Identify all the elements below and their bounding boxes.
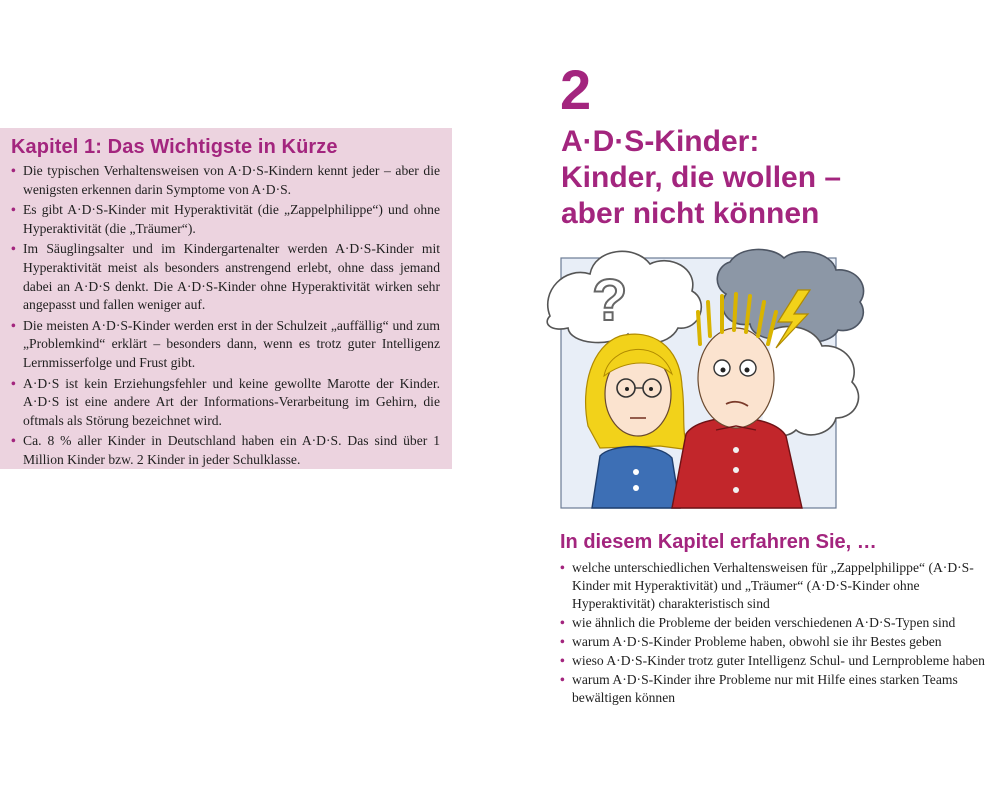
children-illustration xyxy=(540,236,870,512)
learn-item xyxy=(560,633,998,651)
bullet-icon: • xyxy=(11,241,16,257)
learn-item-text: wieso A·D·S-Kinder trotz guter Intelligenz Schul- und Lernprobleme haben xyxy=(572,653,985,668)
learn-item xyxy=(560,671,998,707)
summary-item-text: A·D·S ist kein Erziehungsfehler und keine gewollte Marotte der Kinder. A·D·S ist eine andere Art der Informations-Verarbeitung im Gehirn, die oftmals als Störung bezeichnet wird. xyxy=(23,375,440,428)
chapter-title-line: Kinder, die wollen – xyxy=(561,161,842,194)
summary-item-text: Im Säuglingsalter und im Kindergartenalter werden A·D·S-Kinder mit Hyperaktivität meist als besonders anstrengend erlebt, ohne dass jemand dabei an A·D·S denkt. Die A·D·S-Kinder ohne Hyperaktivität wirken sehr angepasst und fallen weniger auf. xyxy=(23,241,440,313)
bullet-icon: • xyxy=(560,615,565,630)
bullet-icon: • xyxy=(560,560,565,575)
summary-item xyxy=(11,240,440,314)
bullet-icon: • xyxy=(560,672,565,687)
girl-figure xyxy=(586,334,690,508)
chapter-1-summary-box xyxy=(0,128,452,469)
bullet-icon: • xyxy=(11,375,16,391)
summary-item xyxy=(11,432,440,469)
bullet-icon: • xyxy=(11,202,16,218)
bullet-icon: • xyxy=(11,433,16,449)
summary-item xyxy=(11,162,440,199)
learn-item-text: welche unterschiedlichen Verhaltensweisen für „Zappelphilippe“ (A·D·S-Kinder mit Hyperaktivität) und „Träumer“ (A·D·S-Kinder ohne Hyperaktivität) charakteristisch sind xyxy=(572,560,974,611)
summary-item xyxy=(11,317,440,373)
learn-heading: In diesem Kapitel erfahren Sie, … xyxy=(560,531,877,553)
speech-cloud-icon xyxy=(762,327,859,436)
learn-item-text: warum A·D·S-Kinder ihre Probleme nur mit Hilfe eines starken Teams bewältigen können xyxy=(572,672,958,705)
chapter-title-line: aber nicht können xyxy=(561,197,820,230)
summary-item-text: Die meisten A·D·S-Kinder werden erst in der Schulzeit „auffällig“ und zum „Problemkind“ erklärt – besonders dann, wenn es trotz guter Intelligenz Lernmisserfolge und Frust gibt. xyxy=(23,317,440,370)
learn-item xyxy=(560,614,998,632)
summary-item-text: Es gibt A·D·S-Kinder mit Hyperaktivität (die „Zappelphilippe“) und ohne Hyperaktivität (die „Träumer“). xyxy=(23,202,440,236)
chapter-title-line: A·D·S-Kinder: xyxy=(561,125,760,158)
summary-item xyxy=(11,375,440,431)
summary-item xyxy=(11,201,440,238)
learn-list xyxy=(560,559,998,708)
summary-list xyxy=(11,162,440,470)
question-mark-icon: ? xyxy=(592,268,628,333)
chapter-title xyxy=(561,124,991,232)
bullet-icon: • xyxy=(560,634,565,649)
bullet-icon: • xyxy=(11,317,16,333)
learn-item xyxy=(560,652,998,670)
learn-item-text: wie ähnlich die Probleme der beiden verschiedenen A·D·S-Typen sind xyxy=(572,615,956,630)
learn-item-text: warum A·D·S-Kinder Probleme haben, obwohl sie ihr Bestes geben xyxy=(572,634,942,649)
summary-item-text: Die typischen Verhaltensweisen von A·D·S-Kindern kennt jeder – aber die wenigsten erkennen darin Symptome von A·D·S. xyxy=(23,163,440,197)
summary-title: Kapitel 1: Das Wichtigste in Kürze xyxy=(11,136,338,158)
chapter-number: 2 xyxy=(560,58,592,121)
summary-item-text: Ca. 8 % aller Kinder in Deutschland haben ein A·D·S. Das sind über 1 Million Kinder bzw. 2 Kinder in jeder Schulklasse. xyxy=(23,433,440,467)
learn-item xyxy=(560,559,998,613)
bullet-icon: • xyxy=(560,653,565,668)
bullet-icon: • xyxy=(11,163,16,178)
